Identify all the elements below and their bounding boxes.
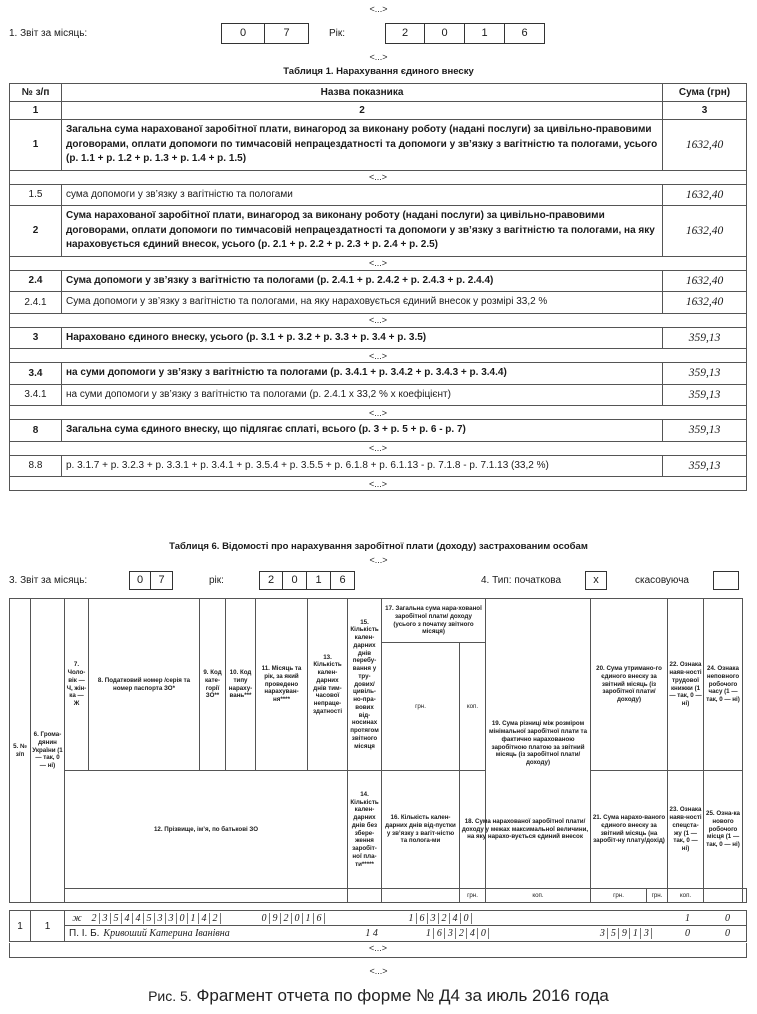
caption-text: Фрагмент отчета по форме № Д4 за июль 2016 года <box>196 986 609 1005</box>
table1-ellipsis-row <box>10 313 747 327</box>
row-sum: 359,13 <box>663 455 747 477</box>
ellipsis: <...> <box>10 406 747 420</box>
month-box: 0 <box>129 571 151 590</box>
t6-c23: 0 <box>685 928 690 939</box>
row-name: Сума допомоги у зв’язку з вагітністю та пологами (р. 2.4.1 + р. 2.4.2 + р. 2.4.3 + р. 2.4.4) <box>62 270 663 292</box>
row-name: Загальна сума нарахованої заробітної плати, винагород за виконану роботу (надані послуги) за цивільно-правовими договорами, оплати допомоги по тимчасовій непрацездатності та допомоги у зв’язку з вагітністю та пологами, усього (р. 1.1 + р. 1.2 + р. 1.3 + р. 1.4 + р. 1.5) <box>62 120 663 171</box>
t6-h17-kop: коп. <box>460 643 486 771</box>
t6-h7: 7. Чоло-вік — Ч, жін-ка — Ж <box>65 599 89 771</box>
digit-cell: 3 <box>641 928 652 939</box>
year-box: 0 <box>425 23 465 44</box>
year-box: 1 <box>465 23 505 44</box>
t6-grn: грн. <box>647 889 668 903</box>
cancel-label: скасовуюча <box>635 574 689 586</box>
ellipsis-2: <...> <box>369 52 388 62</box>
t6-sum18-cells <box>423 928 489 939</box>
digit-cell: 3 <box>155 913 166 924</box>
report-month-label: 1. Звіт за місяць: <box>9 27 88 39</box>
t6-h23: 23. Ознака наяв-ності спецста-жу (1 — так, 0 — ні) <box>668 771 704 889</box>
t6-c25: 0 <box>725 928 730 939</box>
figure-caption <box>0 986 757 1006</box>
digit-cell: 0 <box>461 913 472 924</box>
t6-h6: 6. Грома-дянин України (1 — так, 0 — ні) <box>31 599 65 903</box>
digit-cell: 3 <box>428 913 439 924</box>
row-num: 2.4 <box>10 270 62 292</box>
year-box: 2 <box>385 23 425 44</box>
type-cancel-box[interactable] <box>713 571 739 590</box>
t6-h18: 18. Сума нарахованої заробітної плати/доходу у межах максимальної величини, на яку нарахо-вується єдиний внесок <box>460 771 591 889</box>
row-name: на суми допомоги у зв’язку з вагітністю та пологами (р. 3.4.1 + р. 3.4.2 + р. 3.4.3 + р. 3.4.4) <box>62 363 663 385</box>
digit-cell: 1 <box>303 913 314 924</box>
row-name: Нараховано єдиного внеску, усього (р. 3.1 + р. 3.2 + р. 3.3 + р. 3.4 + р. 3.5) <box>62 327 663 349</box>
t6-h24: 24. Ознака неповного робочого часу (1 — так, 0 — ні) <box>704 599 743 771</box>
table1-ellipsis-row <box>10 349 747 363</box>
ellipsis-bottom: <...> <box>369 966 388 976</box>
t6-h15: 15. Кількість кален-дарних днів перебу-вання у тру-дових/ цивіль-но-пра-вових від-носинах протягом звітного місяця <box>348 599 382 771</box>
report3-label: 3. Звіт за місяць: <box>9 574 88 586</box>
row-num: 2.4.1 <box>10 292 62 314</box>
ellipsis: <...> <box>10 313 747 327</box>
row-sum: 1632,40 <box>663 184 747 206</box>
t6-h8: 8. Податковий номер /серія та номер паспорта ЗО* <box>89 599 200 771</box>
row-num: 8 <box>10 420 62 442</box>
table1-colnum: 1 <box>10 102 62 120</box>
table1-ellipsis-row <box>10 477 747 491</box>
row-num: 3 <box>10 327 62 349</box>
t6-h13: 13. Кількість кален-дарних днів тим-часової непраце-здатності <box>308 599 348 771</box>
digit-cell: 1 <box>423 928 434 939</box>
t6-kop: коп. <box>486 889 591 903</box>
digit-cell: 4 <box>133 913 144 924</box>
row-num: 3.4.1 <box>10 384 62 406</box>
digit-cell: 2 <box>89 913 100 924</box>
digit-cell: 6 <box>314 913 325 924</box>
table1-row <box>10 292 747 314</box>
digit-cell: 4 <box>122 913 133 924</box>
t6-h25: 25. Озна-ка нового робочого місця (1 — так, 0 — ні) <box>704 771 743 889</box>
digit-cell: 5 <box>608 928 619 939</box>
table1-row <box>10 270 747 292</box>
t6-row-line2 <box>65 926 746 941</box>
ellipsis: <...> <box>10 477 747 491</box>
ellipsis: <...> <box>10 256 747 270</box>
digit-cell: 1 <box>188 913 199 924</box>
table1-ellipsis-row <box>10 406 747 420</box>
table1-ellipsis-row <box>10 441 747 455</box>
digit-cell: 2 <box>281 913 292 924</box>
t6-h21: 21. Сума нарахо-ваного єдиного внеску за звітний місяць (на заробіт-ну плату/дохід) <box>591 771 668 889</box>
ellipsis-t6-row: <...> <box>368 943 387 953</box>
digit-cell: 3 <box>597 928 608 939</box>
report-month-line <box>9 22 749 44</box>
t6-h19: 19. Сума різниці між розміром мінімальної заробітної плати та фактично нарахованою заробітною платою за звітний місяць (із заробітної плати/доходу) <box>486 599 591 889</box>
t6-c24: 0 <box>725 912 730 924</box>
table1-wrap <box>9 83 747 491</box>
year-label: Рік: <box>329 27 346 39</box>
digit-cell: 2 <box>456 928 467 939</box>
table1-row <box>10 120 747 171</box>
table1-header-name: Назва показника <box>62 84 663 102</box>
row-num: 3.4 <box>10 363 62 385</box>
row-num: 8.8 <box>10 455 62 477</box>
caption-prefix: Рис. 5. <box>148 988 192 1004</box>
t6-h14: 14. Кількість кален-дарних днів без збере-ження заробіт-ної пла-ти***** <box>348 771 382 889</box>
t6-blank <box>704 889 743 903</box>
digit-cell: 1 <box>630 928 641 939</box>
year-box: 6 <box>331 571 355 590</box>
row-sum: 1632,40 <box>663 120 747 171</box>
t6-period-cells <box>259 913 325 924</box>
t6-h17-grn: грн. <box>382 643 460 771</box>
table1-row <box>10 184 747 206</box>
table6 <box>9 598 747 903</box>
type-initial-box[interactable]: x <box>585 571 607 590</box>
table6-wrap <box>9 598 747 903</box>
t6-h17: 17. Загальна сума нара-хованої заробітної плати/ доходу (усього з початку звітного місяця) <box>382 599 486 643</box>
t6-blank <box>382 889 460 903</box>
row-name: Сума нарахованої заробітної плати, винагород за виконану роботу (надані послуги) за цивільно-правовими договорами, оплати допомоги по тимчасовій непрацездатності та допомоги у зв’язку з вагітністю та пологами, на яку нараховується єдиний внесок, усього (р. 2.1 + р. 2.2 + р. 2.3 + р. 2.4 + р. 2.5) <box>62 206 663 257</box>
t6-row-line1 <box>65 911 746 926</box>
ellipsis: <...> <box>10 349 747 363</box>
report3-line <box>9 570 749 590</box>
row-name: на суми допомоги у зв’язку з вагітністю та пологами (р. 2.4.1 х 33,2 % х коефіцієнт) <box>62 384 663 406</box>
digit-cell: 2 <box>210 913 221 924</box>
t6-h22: 22. Ознака наяв-ності трудової книжки (1 — так, 0 — ні) <box>668 599 704 771</box>
t6-sum21-cells <box>597 928 652 939</box>
digit-cell: 4 <box>467 928 478 939</box>
table1-caption: Таблиця 1. Нарахування єдиного внеску <box>283 66 474 77</box>
table1-header-num: № з/п <box>10 84 62 102</box>
type-label: 4. Тип: початкова <box>481 574 562 586</box>
digit-cell: 5 <box>144 913 155 924</box>
row-name: р. 3.1.7 + р. 3.2.3 + р. 3.3.1 + р. 3.4.1 + р. 3.5.4 + р. 3.5.5 + р. 6.1.8 + р. 6.1.13 - р. 7.1.8 - р. 7.1.13 (33,2 %) <box>62 455 663 477</box>
table1-header-sum: Сума (грн) <box>663 84 747 102</box>
table1 <box>9 83 747 491</box>
month-box: 0 <box>221 23 265 44</box>
table1-colnum: 3 <box>663 102 747 120</box>
row-name: Загальна сума єдиного внеску, що підлягає сплаті, всього (р. 3 + р. 5 + р. 6 - р. 7) <box>62 420 663 442</box>
table1-ellipsis-row <box>10 170 747 184</box>
t6-grn: грн. <box>591 889 647 903</box>
table1-row <box>10 363 747 385</box>
digit-cell: 3 <box>166 913 177 924</box>
digit-cell: 3 <box>100 913 111 924</box>
table1-row <box>10 420 747 442</box>
row-num: 1.5 <box>10 184 62 206</box>
t6-name-prefix: П. І. Б. <box>69 928 100 939</box>
year-box: 6 <box>505 23 545 44</box>
row-num: 1 <box>10 120 62 171</box>
row-sum: 359,13 <box>663 327 747 349</box>
t6-blank <box>348 889 382 903</box>
digit-cell: 6 <box>417 913 428 924</box>
table1-row <box>10 327 747 349</box>
row-sum: 1632,40 <box>663 292 747 314</box>
year-box: 2 <box>259 571 283 590</box>
t6-h16: 16. Кількість кален-дарних днів від-пустки у зв’язку з вагіт-ністю та полога-ми <box>382 771 460 889</box>
ellipsis-t6: <...> <box>369 555 388 565</box>
digit-cell: 0 <box>259 913 270 924</box>
row-name: сума допомоги у зв’язку з вагітністю та пологами <box>62 184 663 206</box>
month-box: 7 <box>265 23 309 44</box>
digit-cell: 4 <box>450 913 461 924</box>
table1-ellipsis-row <box>10 256 747 270</box>
t6-c22: 1 <box>685 912 690 924</box>
digit-cell: 2 <box>439 913 450 924</box>
table1-row <box>10 206 747 257</box>
row-sum: 1632,40 <box>663 270 747 292</box>
t6-h10: 10. Код типу нараху-вань*** <box>226 599 256 771</box>
digit-cell: 9 <box>619 928 630 939</box>
digit-cell: 6 <box>434 928 445 939</box>
row-name: Сума допомоги у зв’язку з вагітністю та пологами, на яку нараховується єдиний внесок у розмірі 33,2 % <box>62 292 663 314</box>
digit-cell: 0 <box>177 913 188 924</box>
row-num: 2 <box>10 206 62 257</box>
t6-sum17-cells <box>406 913 472 924</box>
ellipsis-top: <...> <box>369 4 388 14</box>
t6-sex: ж <box>72 912 82 924</box>
digit-cell: 5 <box>111 913 122 924</box>
digit-cell: 0 <box>292 913 303 924</box>
table1-row <box>10 455 747 477</box>
t6-kop: коп. <box>668 889 704 903</box>
t6-h9: 9. Код катe-горії ЗО** <box>200 599 226 771</box>
digit-cell: 4 <box>199 913 210 924</box>
digit-cell: 9 <box>270 913 281 924</box>
month-box: 7 <box>151 571 173 590</box>
t6-h12: 12. Прізвище, ім’я, по батькові ЗО <box>65 771 348 889</box>
table6-ell-row <box>9 943 747 958</box>
t6-row-citizen: 1 <box>31 911 65 941</box>
t6-tax-cells <box>89 913 221 924</box>
row-sum: 359,13 <box>663 384 747 406</box>
t6-blank <box>743 889 747 903</box>
ellipsis: <...> <box>10 170 747 184</box>
t6-row-num: 1 <box>10 911 31 941</box>
ellipsis: <...> <box>10 441 747 455</box>
year-label-3: рік: <box>209 574 224 586</box>
table1-row <box>10 384 747 406</box>
t6-name: Кривоший Катерина Іванівна <box>103 928 230 939</box>
year-box: 0 <box>283 571 307 590</box>
table6-caption: Таблиця 6. Відомості про нарахування заробітної плати (доходу) застрахованим особам <box>169 541 588 552</box>
digit-cell: 1 <box>406 913 417 924</box>
row-sum: 1632,40 <box>663 206 747 257</box>
row-sum: 359,13 <box>663 363 747 385</box>
table1-body <box>10 120 747 491</box>
table6-data <box>9 910 747 942</box>
t6-h20: 20. Сума утримано-го єдиного внеску за звітний місяць (із заробітної плати/доходу) <box>591 599 668 771</box>
digit-cell: 0 <box>478 928 489 939</box>
year-box: 1 <box>307 571 331 590</box>
t6-blank <box>65 889 348 903</box>
table1-colnum: 2 <box>62 102 663 120</box>
row-sum: 359,13 <box>663 420 747 442</box>
t6-sick-days: 1 4 <box>365 928 378 939</box>
t6-h11: 11. Місяць та рік, за який проведено нарахуван-ня**** <box>256 599 308 771</box>
t6-h5: 5. № з/п <box>10 599 31 903</box>
digit-cell: 3 <box>445 928 456 939</box>
t6-grn: грн. <box>460 889 486 903</box>
